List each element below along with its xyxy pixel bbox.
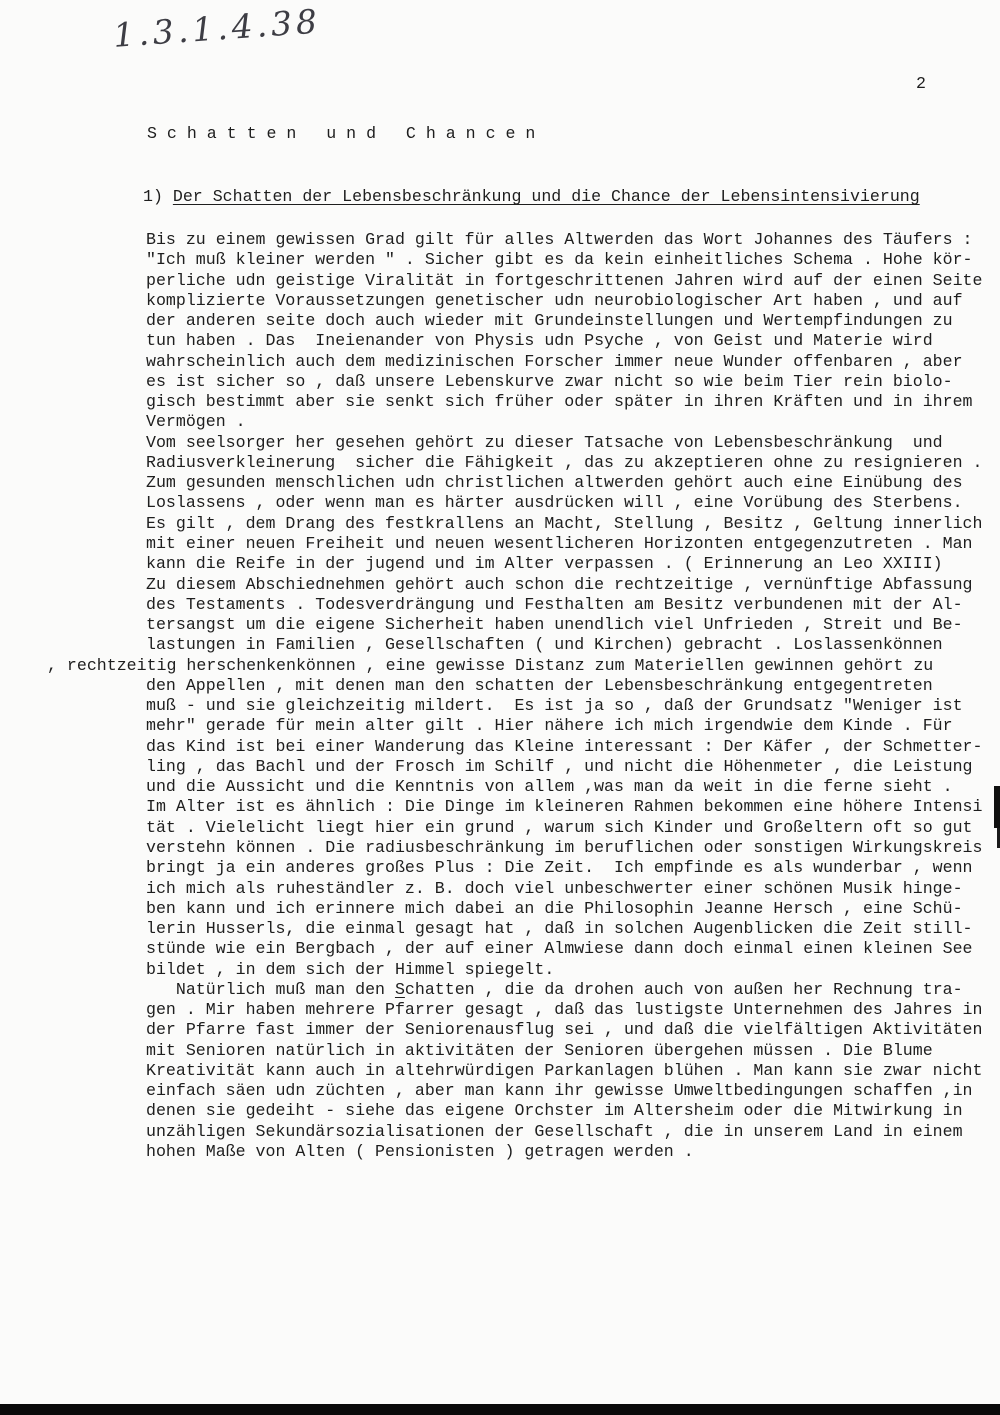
text-line: Natürlich muß man den Schatten , die da drohen auch von außen her Rechnung tra-: [146, 979, 963, 999]
text-line: und die Aussicht und die Kenntnis von allem ,was man da weit in die ferne sieht .: [146, 777, 953, 797]
text-line: das Kind ist bei einer Wanderung das Kleine interessant : Der Käfer , der Schmetter-: [146, 736, 983, 756]
text-line: Kreativität kann auch in altehrwürdigen Parkanlagen blühen . Man kann sie zwar nicht: [146, 1060, 983, 1080]
text-line: tersangst um die eigene Sicherheit haben unendlich viel Unfrieden , Streit und Be-: [146, 615, 963, 635]
text-line: tät . Vielelicht liegt hier ein grund , warum sich Kinder und Großeltern oft so gut: [146, 817, 973, 837]
section-heading-number: 1): [143, 187, 173, 206]
text-line: , rechtzeitig herschenkenkönnen , eine gewisse Distanz zum Materiellen gewinnen gehört zu: [47, 655, 934, 675]
text-line: "Ich muß kleiner werden " . Sicher gibt es da kein einheitliches Schema . Hohe kör-: [146, 250, 973, 270]
text-line: Vermögen .: [146, 412, 246, 432]
text-line: denen sie gedeiht - siehe das eigene Orchster im Altersheim oder die Mitwirkung in: [146, 1101, 963, 1121]
page-number: 2: [916, 74, 926, 93]
text-line: Vom seelsorger her gesehen gehört zu dieser Tatsache von Lebensbeschränkung und: [146, 432, 943, 452]
text-line: mit Senioren natürlich in aktivitäten der Senioren übergehen müssen . Die Blume: [146, 1040, 933, 1060]
text-line: Radiusverkleinerung sicher die Fähigkeit , das zu akzeptieren ohne zu resignieren .: [146, 452, 983, 472]
text-line: der Pfarre fast immer der Seniorenausflug sei , und daß die vielfältigen Aktivitäten: [146, 1020, 983, 1040]
text-line: ich mich als ruheständler z. B. doch viel unbeschwerter einer schönen Musik hinge-: [146, 878, 963, 898]
text-line: Im Alter ist es ähnlich : Die Dinge im kleineren Rahmen bekommen eine höhere Intensi: [146, 797, 983, 817]
text-line: tun haben . Das Ineienander von Physis udn Psyche , von Geist und Materie wird: [146, 331, 933, 351]
text-line: lastungen in Familien , Gesellschaften ( und Kirchen) gebracht . Loslassenkönnen: [146, 635, 943, 655]
text-line: hohen Maße von Alten ( Pensionisten ) getragen werden .: [146, 1141, 694, 1161]
underlined-letter: S: [394, 979, 405, 999]
text-line: Bis zu einem gewissen Grad gilt für alles Altwerden das Wort Johannes des Täufers :: [146, 230, 973, 249]
text-line: mit einer neuen Freiheit und neuen wesentlicheren Horizonten entgegenzutreten . Man: [146, 533, 973, 553]
text-line: den Appellen , mit denen man den schatten der Lebensbeschränkung entgegentreten: [146, 675, 933, 695]
scan-artifact-right-edge: [994, 786, 1000, 828]
text-line: Zu diesem Abschiednehmen gehört auch schon die rechtzeitige , vernünftige Abfassung: [146, 574, 973, 594]
text-line: ben kann und ich erinnere mich dabei an die Philosophin Jeanne Hersch , eine Schü-: [146, 898, 963, 918]
body-text: [47, 230, 983, 1162]
text-line: kann die Reife in der jugend und im Alter verpassen . ( Erinnerung an Leo XXIII): [146, 554, 943, 574]
text-line: bildet , in dem sich der Himmel spiegelt.: [146, 959, 555, 979]
text-line: ling , das Bachl und der Frosch im Schilf , und nicht die Höhenmeter , die Leistung: [146, 756, 973, 776]
text-line: des Testaments . Todesverdrängung und Festhalten am Besitz verbundenen mit der Al-: [146, 594, 963, 614]
text-line: muß - und sie gleichzeitig mildert. Es ist ja so , daß der Grundsatz "Weniger ist: [146, 696, 963, 716]
text-line: verstehn können . Die radiusbeschränkung im beruflichen oder sonstigen Wirkungskreis: [146, 837, 983, 857]
scan-artifact-bottom-bar: [0, 1404, 1000, 1415]
text-line: einfach säen udn züchten , aber man kann ihr gewisse Umweltbedingungen schaffen ,in: [146, 1081, 973, 1101]
text-line: der anderen seite doch auch wieder mit Grundeinstellungen und Wertempfindungen zu: [146, 311, 953, 331]
document-title: S c h a t t e n u n d C h a n c e n: [147, 124, 536, 143]
text-line: stünde wie ein Bergbach , der auf einer Almwiese dann doch einmal einen kleinen See: [146, 939, 973, 959]
text-line: bringt ja ein anderes großes Plus : Die Zeit. Ich empfinde es als wunderbar , wenn: [146, 858, 973, 878]
section-heading-underlined-text: Der Schatten der Lebensbeschränkung und die Chance der Lebensintensivierung: [172, 187, 920, 206]
text-line: lerin Husserls, die einmal gesagt hat , daß in solchen Augenblicken die Zeit still-: [146, 919, 973, 939]
text-line: unzähligen Sekundärsozialisationen der Gesellschaft , die in unserem Land in einem: [146, 1121, 963, 1141]
text-line: mehr" gerade für mein alter gilt . Hier nähere ich mich irgendwie dem Kinde . Für: [146, 716, 953, 736]
text-line: komplizierte Voraussetzungen genetischer udn neurobiologischer Art haben , und auf: [146, 290, 963, 310]
text-line: gen . Mir haben mehrere Pfarrer gesagt , daß das lustigste Unternehmen des Jahres in: [146, 1000, 983, 1020]
text-line: Es gilt , dem Drang des festkrallens an Macht, Stellung , Besitz , Geltung innerlich: [146, 513, 983, 533]
text-line: es ist sicher so , daß unsere Lebenskurve zwar nicht so wie beim Tier rein biolo-: [146, 371, 953, 391]
text-line: wahrscheinlich auch dem medizinischen Forscher immer neue Wunder offenbaren , aber: [146, 351, 963, 371]
text-line: gisch bestimmt aber sie senkt sich früher oder später in ihren Kräften und in ihrem: [146, 392, 973, 412]
handwritten-annotation: 1.3.1.4.38: [112, 1, 323, 55]
section-heading: [143, 187, 920, 207]
text-line: Zum gesunden menschlichen udn christlichen altwerden gehört auch eine Einübung des: [146, 473, 963, 493]
text-line: perliche udn geistige Viralität in fortgeschrittenen Jahren wird auf der einen Seite: [146, 270, 983, 290]
text-line: Loslassens , oder wenn man es härter ausdrücken will , eine Vorübung des Sterbens.: [146, 493, 963, 513]
